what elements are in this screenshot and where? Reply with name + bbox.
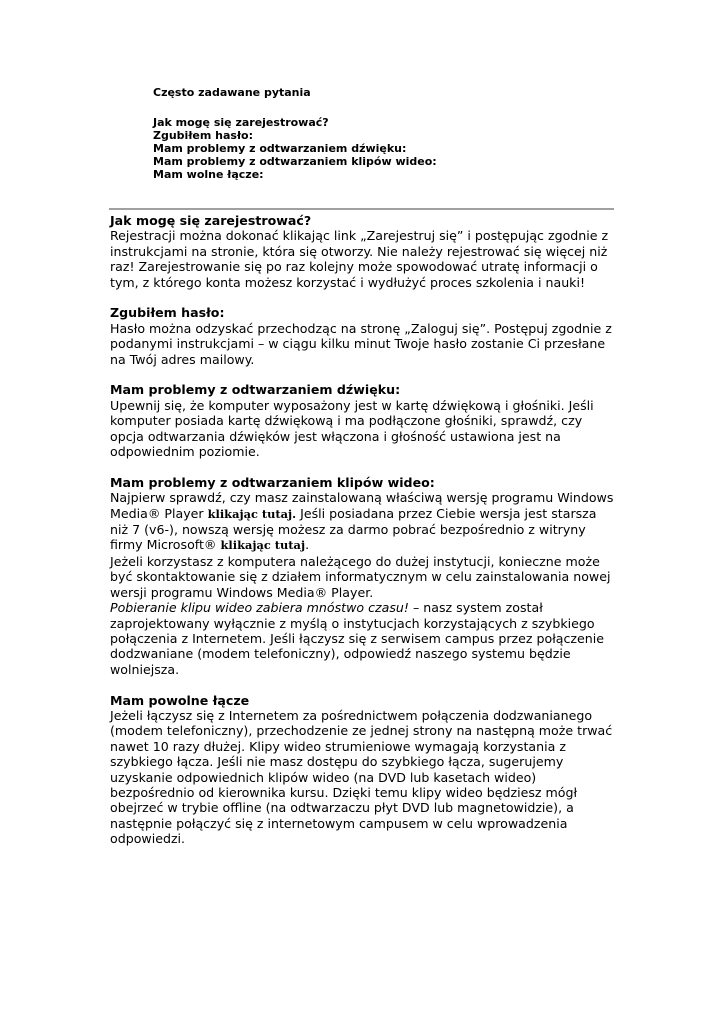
faq-title: Często zadawane pytania (153, 86, 311, 99)
section-heading: Jak mogę się zarejestrować? (110, 213, 312, 228)
section-heading: Mam problemy z odtwarzaniem dźwięku: (110, 382, 401, 398)
faq-link-password[interactable]: Zgubiłem hasło: (153, 129, 253, 142)
text-span: Jeśli posiadana przez Ciebie wersja jest starsza niż 7 (v6-), nowszą wersję możesz za darmo pobrać bezpośrednio z witryny firmy Microsoft® (110, 505, 597, 553)
faq-link-video[interactable]: Mam problemy z odtwarzaniem klipów wideo: (153, 155, 437, 168)
faq-link-sound[interactable]: Mam problemy z odtwarzaniem dźwięku: (153, 142, 407, 155)
section-body: Rejestracji można dokonać klikając link „Zarejestruj się” i postępując zgodnie z instrukcjami na stronie, która się otworzy. Nie należy rejestrować się więcej niż raz! Zarejestrowanie się po raz kolejny może spowodować utratę informacji o tym, z którego konta możesz korzystać i wydłużyć proces szkolenia i nauki! (110, 228, 609, 290)
faq-link-register[interactable]: Jak mogę się zarejestrować? (153, 116, 329, 129)
horizontal-divider (109, 208, 614, 210)
faq-answers (110, 213, 615, 862)
windows-media-version-link[interactable]: klikając tutaj. (207, 506, 297, 521)
faq-index (153, 86, 437, 181)
text-span: Najpierw sprawdź, czy masz zainstalowaną właściwą wersję programu Windows Media® Player (110, 490, 614, 521)
microsoft-download-link[interactable]: klikając tutaj (220, 538, 306, 553)
section-password (110, 305, 615, 367)
text-span: programu Windows Media® Player. (150, 584, 374, 600)
text-span: . (305, 537, 310, 553)
faq-link-slow-connection[interactable]: Mam wolne łącze: (153, 168, 264, 181)
section-heading: Mam problemy z odtwarzaniem klipów wideo: (110, 474, 435, 490)
section-sound (110, 382, 615, 459)
section-heading: Zgubiłem hasło: (110, 305, 225, 321)
section-paragraph (110, 600, 615, 677)
section-video (110, 475, 615, 677)
section-register (110, 213, 615, 290)
section-slow-connection (110, 693, 615, 847)
section-paragraph (110, 490, 615, 554)
text-span: – nasz system został zaprojektowany wyłącznie z myślą o instytucjach korzystających z szybkiego połączenia z Internetem. Jeśli łączysz się z serwisem campus przez połączenie dodzwaniane (modem telefoniczny), odpowiedź naszego systemu będzie wolniejsza. (110, 600, 604, 677)
section-body: Hasło można odzyskać przechodząc na stronę „Zaloguj się”. Postępuj zgodnie z podanymi instrukcjami – w ciągu kilku minut Twoje hasło zostanie Ci przesłane na Twój adres mailowy. (110, 320, 612, 367)
italic-note: Pobieranie klipu wideo zabiera mnóstwo czasu! (110, 600, 409, 616)
section-heading: Mam powolne łącze (110, 692, 250, 708)
section-paragraph (110, 554, 615, 600)
section-body: Jeżeli łączysz się z Internetem za pośrednictwem połączenia dodzwanianego (modem telefoniczny), przechodzenie ze jednej strony na następną może trwać nawet 10 razy dłużej. Klipy wideo strumieniowe wymagają korzystania z szybkiego łącza. Jeśli nie masz dostępu do szybkiego łącza, sugerujemy uzyskanie odpowiednich klipów wideo (na DVD lub kasetach wideo) bezpośrednio od kierownika kursu. Dzięki temu klipy wideo będziesz mógł obejrzeć w trybie offline (na odtwarzaczu płyt DVD lub magnetowidzie), a następnie połączyć się z internetowym campusem w celu wprowadzenia odpowiedzi. (110, 707, 613, 847)
text-span: Jeżeli korzystasz z komputera należącego do dużej instytucji, konieczne może być skontaktowanie się z działem informatycznym w celu zainstalowania nowej wersji (110, 553, 611, 600)
section-body: Upewnij się, że komputer wyposażony jest w kartę dźwiękową i głośniki. Jeśli komputer posiada kartę dźwiękową i ma podłączone głośniki, sprawdź, czy opcja odtwarzania dźwięków jest włączona i głośność ustawiona jest na odpowiednim poziomie. (110, 397, 594, 460)
